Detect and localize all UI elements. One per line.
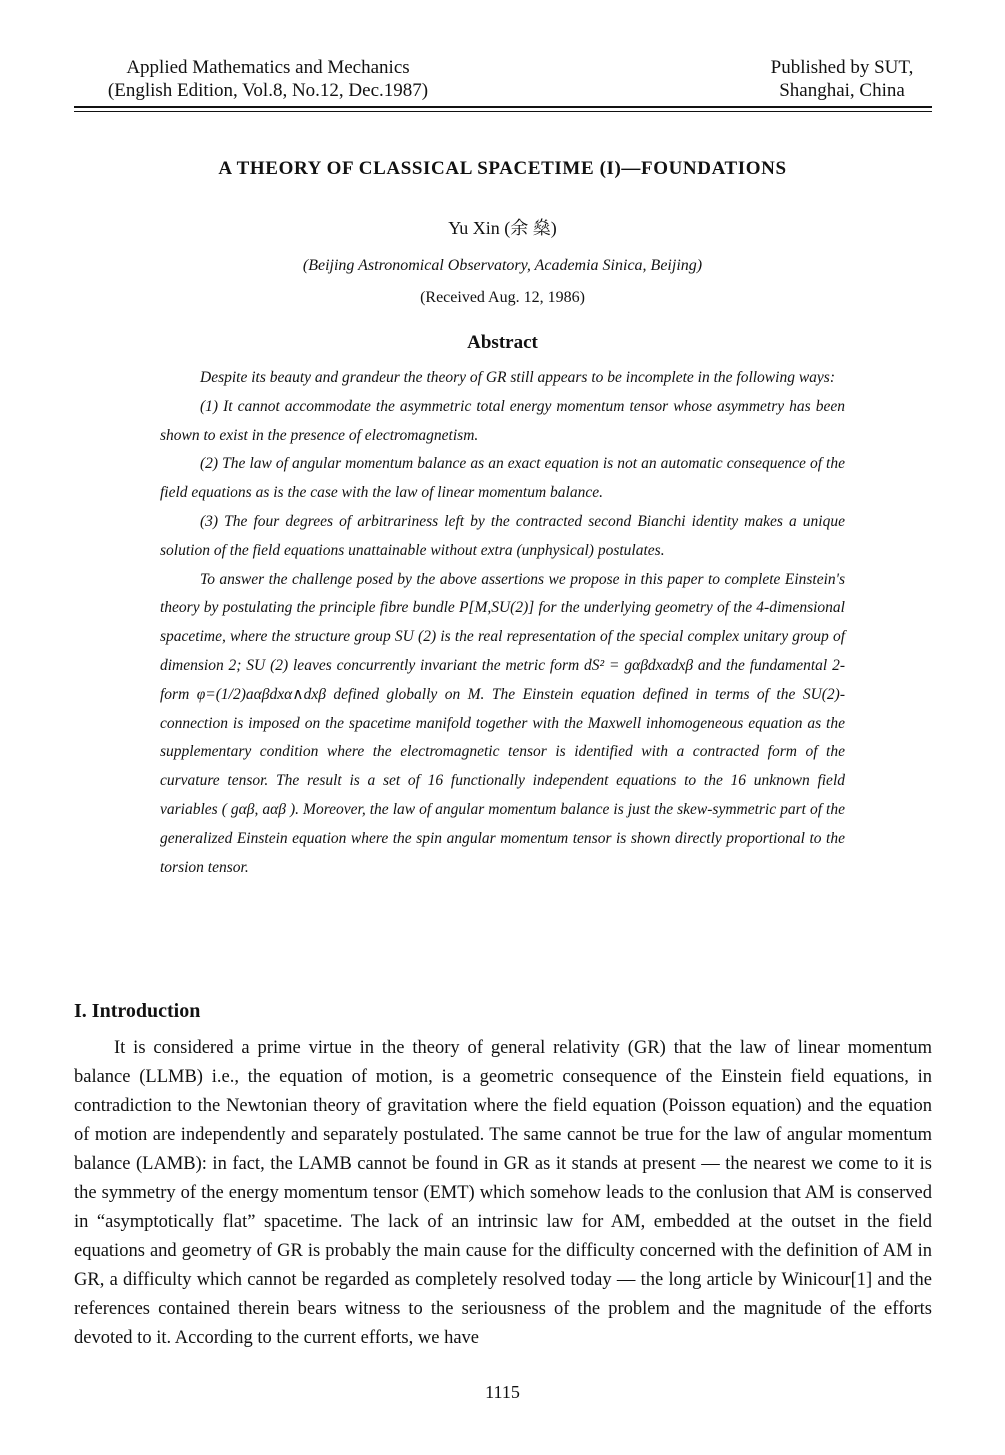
header-rule-thin (74, 111, 932, 112)
journal-name: Applied Mathematics and Mechanics (126, 57, 410, 78)
abstract-paragraph: To answer the challenge posed by the above assertions we propose in this paper to complete Einstein's theory by postulating the principle fibre bundle P[M,SU(2)] for the underlying geometry of the 4-dimensional spacetime, where the structure group SU (2) is the real representation of the special complex unitary group of dimension 2; SU (2) leaves concurrently invariant the metric form dS² = gαβdxαdxβ and the fundamental 2-form φ=(1/2)aαβdxα∧dxβ defined globally on M. The Einstein equation defined in terms of the SU(2)-connection is imposed on the spacetime manifold together with the Maxwell inhomogeneous equation as the supplementary condition where the electromagnetic tensor is identified with a contracted form of the curvature tensor. The result is a set of 16 functionally independent equations to the 16 unknown field variables ( gαβ, aαβ ). Moreover, the law of angular momentum balance is just the skew-symmetric part of the generalized Einstein equation where the spin angular momentum tensor is shown directly proportional to the torsion tensor. (160, 570, 845, 876)
abstract-body (160, 364, 845, 882)
publisher-name: Published by SUT, (770, 57, 914, 78)
abstract-paragraph: (1) It cannot accommodate the asymmetric total energy momentum tensor whose asymmetry has been shown to exist in the presence of electromagnetism. (160, 397, 845, 444)
abstract-paragraph: (2) The law of angular momentum balance as an exact equation is not an automatic consequence of the field equations as is the case with the law of linear momentum balance. (160, 455, 845, 502)
running-header (74, 56, 932, 106)
journal-edition: (English Edition, Vol.8, No.12, Dec.1987) (107, 80, 429, 101)
author-affiliation: (Beijing Astronomical Observatory, Academia Sinica, Beijing) (302, 257, 703, 274)
received-date: (Received Aug. 12, 1986) (420, 289, 585, 306)
abstract-paragraph: (3) The four degrees of arbitrariness left by the contracted second Bianchi identity makes a unique solution of the field equations unattainable without extra (unphysical) postulates. (160, 512, 845, 559)
paper-title: A THEORY OF CLASSICAL SPACETIME (I)—FOUNDATIONS (218, 158, 787, 179)
publisher-location: Shanghai, China (779, 80, 905, 101)
body-paragraph: It is considered a prime virtue in the theory of general relativity (GR) that the law of linear momentum balance (LLMB) i.e., the equation of motion, is a geometric consequence of the Einstein field equations, in contradiction to the Newtonian theory of gravitation where the field equation (Poisson equation) and the equation of motion are independently and separately postulated. The same cannot be true for the law of angular momentum balance (LAMB): in fact, the LAMB cannot be found in GR as it stands at present — the nearest we come to it is the symmetry of the energy momentum tensor (EMT) which somehow leads to the conlusion that AM is conserved in “asymptotically flat” spacetime. The lack of an intrinsic law for AM, embedded at the outset in the field equations and geometry of GR is probably the main cause for the difficulty concerned with the definition of AM in GR, a difficulty which cannot be regarded as completely resolved today — the long article by Winicour[1] and the references contained therein bears witness to the seriousness of the problem and the magnitude of the efforts devoted to it. According to the current efforts, we have (74, 1038, 932, 1348)
page-number: 1115 (485, 1382, 520, 1402)
publisher-info (752, 56, 932, 102)
journal-info (78, 56, 458, 102)
section-heading: I. Introduction (74, 1000, 201, 1022)
abstract-paragraph: Despite its beauty and grandeur the theory of GR still appears to be incomplete in the following ways: (200, 369, 835, 386)
header-rule-thick (74, 106, 932, 108)
introduction-body (74, 1034, 932, 1353)
abstract-heading: Abstract (467, 332, 538, 353)
author-name: Yu Xin (余 燊) (448, 218, 557, 238)
